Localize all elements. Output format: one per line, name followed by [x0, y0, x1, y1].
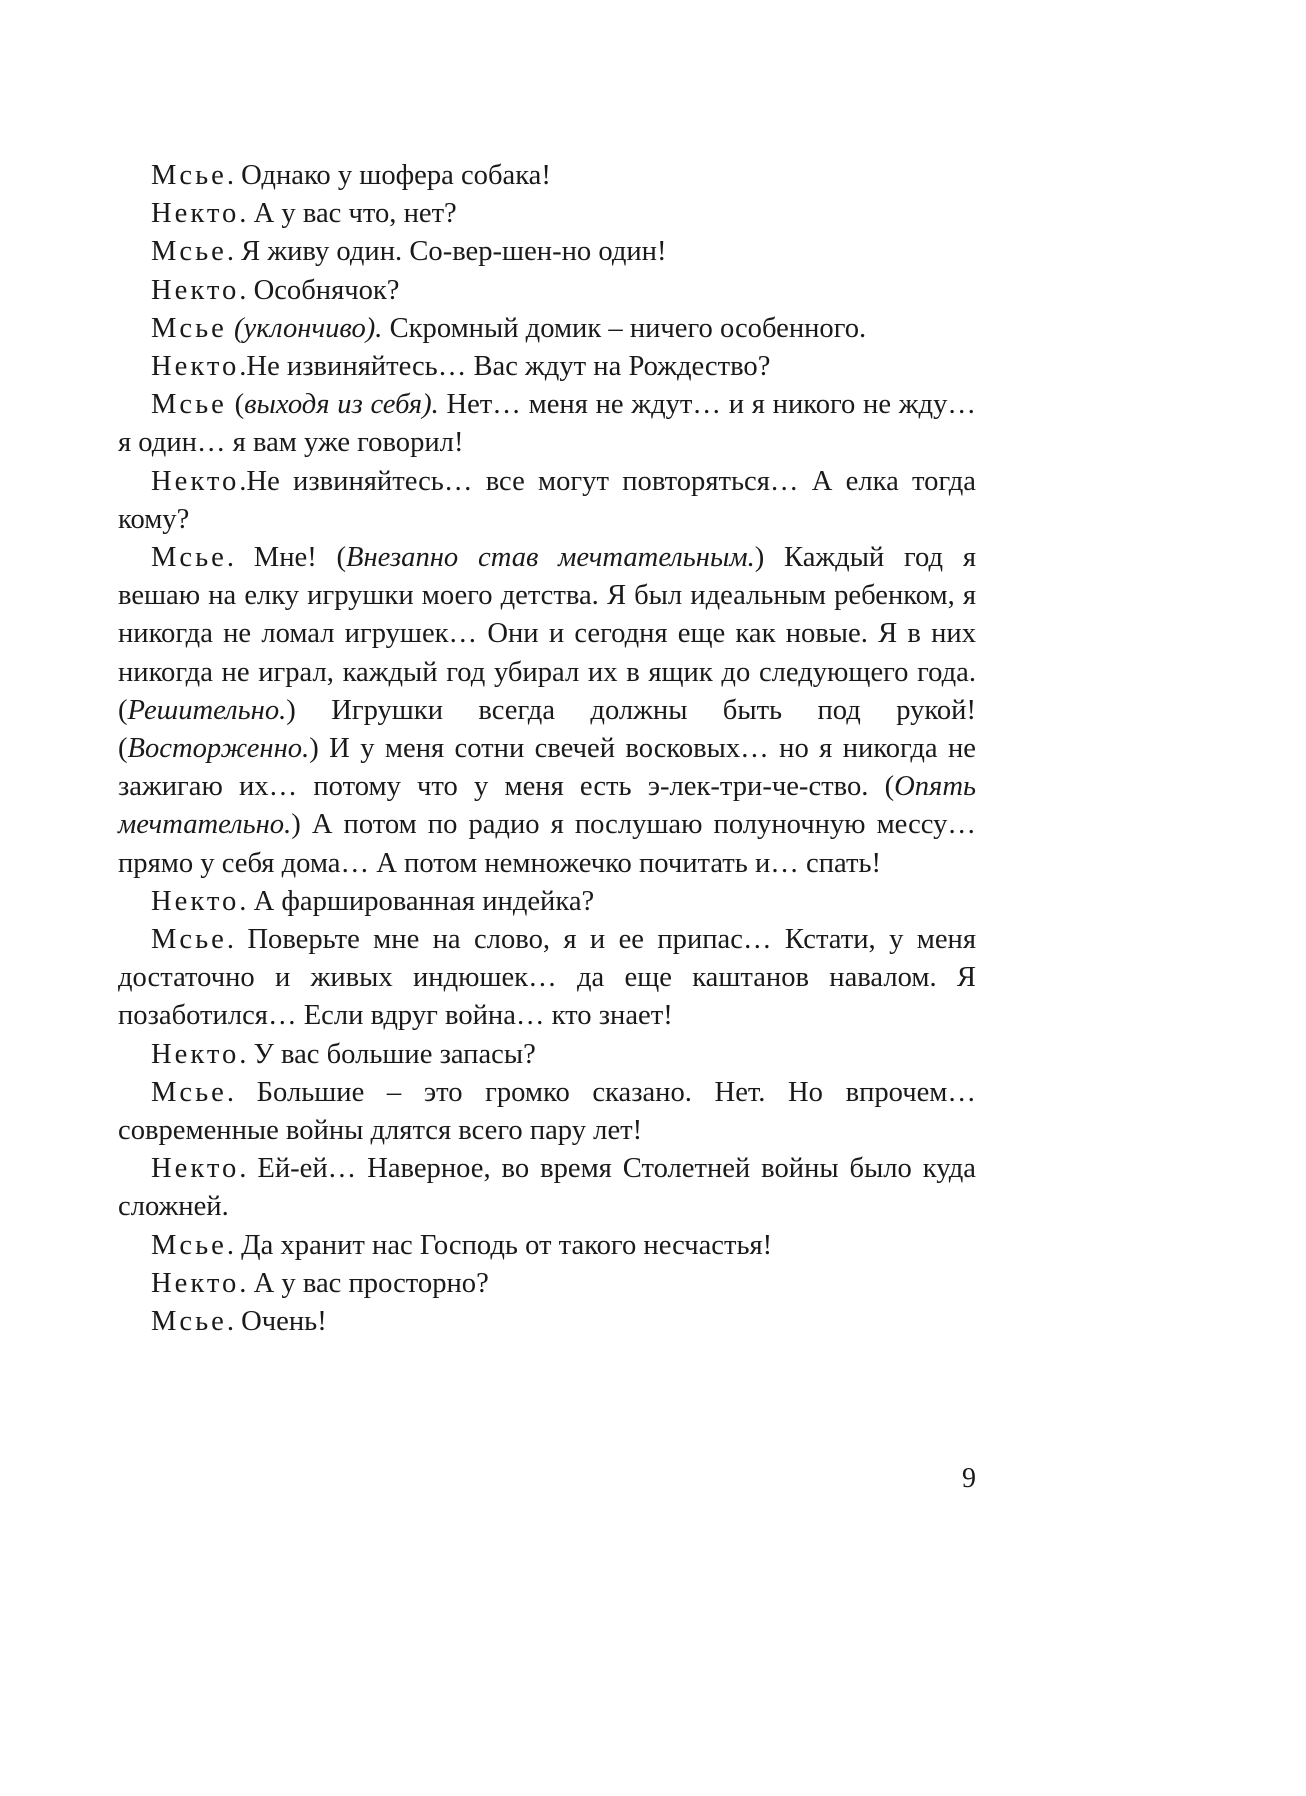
speaker-name: Мсье	[151, 1229, 227, 1261]
dialogue-text: . Я живу один. Со-вер-шен-но один!	[226, 236, 667, 268]
speaker-name: Мсье	[151, 924, 227, 956]
dialogue-text: . А фаршированная индейка?	[239, 885, 595, 917]
page-number: 9	[962, 1463, 976, 1494]
dialogue-text: .Не извиняйтесь… все могут повторяться… А елка тогда кому?	[118, 465, 976, 535]
speaker-name: Некто	[151, 1153, 240, 1185]
play-dialogue-text	[118, 157, 976, 1341]
stage-direction: Внезапно став мечтательным.	[346, 542, 755, 574]
dialogue-text: . А у вас что, нет?	[239, 198, 457, 230]
speaker-name: Мсье	[151, 389, 227, 421]
speaker-name: Мсье	[151, 1076, 227, 1108]
dialogue-text: Нет… меня не ждут… и я никого не жду… я один… я вам уже говорил!	[118, 389, 976, 459]
dialogue-text: ) Игрушки всегда должны быть под рукой! (	[118, 694, 976, 765]
dialogue-text: . Особнячок?	[239, 274, 400, 306]
dialogue-paragraph	[118, 921, 976, 1036]
dialogue-text: Скромный домик – ничего особенного.	[382, 312, 867, 344]
dialogue-paragraph	[118, 1265, 976, 1303]
stage-direction: Восторженно.	[127, 733, 310, 765]
dialogue-paragraph	[118, 1074, 976, 1150]
dialogue-text: . Поверьте мне на слово, я и ее припас… Кстати, у меня достаточно и живых индюшек… да еще каштанов навалом. Я позаботился… Если вдруг война… кто знает!	[118, 924, 976, 1032]
dialogue-paragraph	[118, 272, 976, 310]
dialogue-paragraph	[118, 1036, 976, 1074]
dialogue-paragraph	[118, 1227, 976, 1265]
speaker-name: Некто	[151, 198, 240, 230]
dialogue-paragraph	[118, 348, 976, 386]
speaker-name: Некто	[151, 885, 240, 917]
dialogue-paragraph	[118, 195, 976, 233]
dialogue-text: ) А потом по радио я послушаю полуночную мессу… прямо у себя дома… А потом немножечко почитать и… спать!	[118, 809, 976, 879]
speaker-name: Некто	[151, 1267, 240, 1299]
dialogue-text: . Мне! (	[226, 542, 347, 574]
dialogue-text: . Очень!	[226, 1306, 327, 1338]
dialogue-text	[227, 313, 234, 344]
dialogue-paragraph	[118, 539, 976, 883]
speaker-name: Некто	[151, 465, 240, 497]
speaker-name: Мсье	[151, 1306, 227, 1338]
dialogue-paragraph	[118, 386, 976, 462]
dialogue-paragraph	[118, 883, 976, 921]
stage-direction: выходя из себя).	[244, 389, 439, 421]
dialogue-paragraph	[118, 157, 976, 195]
dialogue-text: . Большие – это громко сказано. Нет. Но впрочем… современные войны длятся всего пару лет!	[118, 1076, 976, 1147]
stage-direction: (уклончиво).	[234, 312, 383, 344]
dialogue-text: . У вас большие запасы?	[239, 1038, 536, 1070]
speaker-name: Мсье	[151, 236, 227, 268]
dialogue-text: ) И у меня сотни свечей восковых… но я никогда не зажигаю их… потому что у меня есть э-лек-три-че-ство. (	[118, 733, 976, 803]
dialogue-paragraph	[118, 463, 976, 539]
speaker-name: Мсье	[151, 312, 227, 344]
dialogue-paragraph	[118, 310, 976, 348]
dialogue-paragraph	[118, 1303, 976, 1341]
dialogue-text: . А у вас просторно?	[239, 1267, 489, 1299]
dialogue-text: .Не извиняйтесь… Вас ждут на Рождество?	[239, 351, 771, 383]
speaker-name: Некто	[151, 351, 240, 383]
speaker-name: Мсье	[151, 542, 227, 574]
dialogue-text: . Ей-ей… Наверное, во время Столетней войны было куда сложней.	[118, 1153, 976, 1223]
dialogue-paragraph	[118, 1150, 976, 1226]
dialogue-text: ) Каждый год я вешаю на елку игрушки моего детства. Я был идеальным ребенком, я никогда не ломал игрушек… Они и сегодня еще как новые. Я в них никогда не играл, каждый год убирал их в ящик до следующего года. (	[118, 542, 976, 726]
speaker-name: Мсье	[151, 160, 227, 191]
dialogue-paragraph	[118, 233, 976, 271]
stage-direction: Решительно.	[127, 694, 287, 726]
speaker-name: Некто	[151, 274, 240, 306]
stage-direction: Опять мечтательно.	[118, 771, 976, 841]
dialogue-text: . Да хранит нас Господь от такого несчастья!	[226, 1229, 773, 1261]
dialogue-text: (	[226, 389, 245, 421]
speaker-name: Некто	[151, 1038, 240, 1070]
dialogue-text: . Однако у шофера собака!	[226, 160, 551, 191]
